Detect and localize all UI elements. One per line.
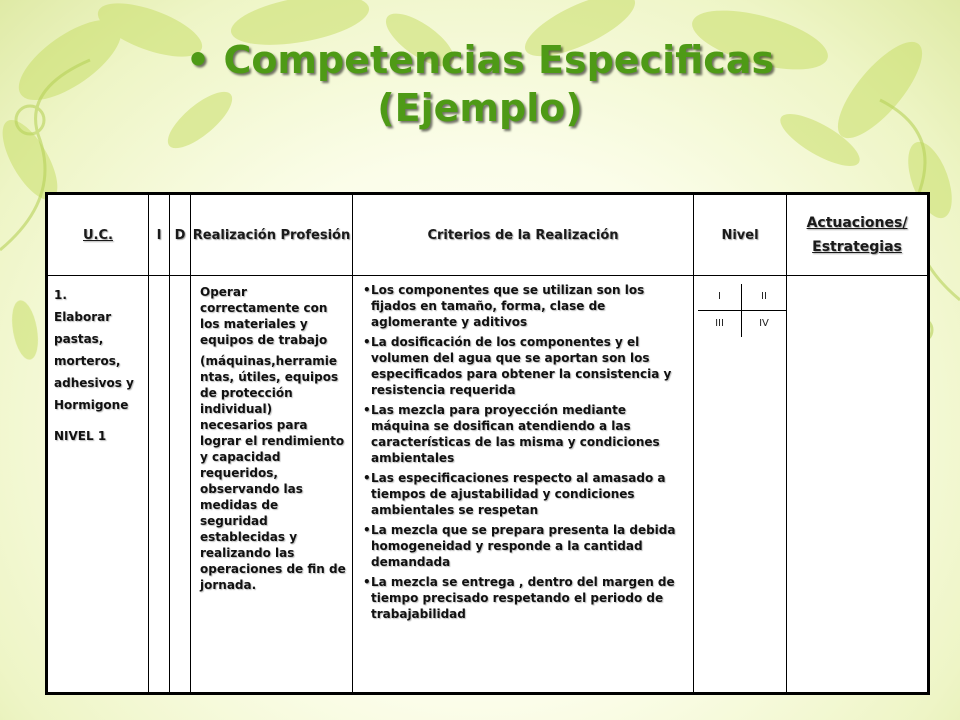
criterio-item [363,522,687,570]
realizacion-paragraph: (máquinas,herramie ntas, útiles, equipos de protección individual) necesarios para lograr el rendimiento y capacidad requeridos, observando las medidas de seguridad establecidas y realizando las operaciones de fin de jornada. [200,354,346,592]
nivel-grid [698,284,786,337]
d-cell [170,276,191,694]
nivel-grid-cell: II [742,284,786,311]
criterio-item [363,334,687,398]
header-uc: U.C. [47,194,149,276]
criterio-text: La dosificación de los componentes y el volumen del agua que se aportan son los especificados para obtener la consistencia y resistencia requerida [371,335,672,397]
criterio-text: Las mezcla para proyección mediante máquina se dosifican atendiendo a las características de las misma y condiciones ambientales [371,403,660,465]
title-text: Competencias Especificas (Ejemplo) [223,38,775,130]
title-bullet: • [185,38,211,82]
actuaciones-cell [787,276,929,694]
uc-line: 1. [54,288,67,302]
criterios-list [363,282,687,622]
criterio-item [363,574,687,622]
table-row [47,276,929,694]
uc-line: Hormigone [54,398,129,412]
uc-cell [47,276,149,694]
criterio-item [363,470,687,518]
bullet-icon: • [363,523,371,537]
uc-line: adhesivos y [54,376,134,390]
realizacion-paragraph: Operar correctamente con los materiales y equipos de trabajo [200,285,328,347]
header-i: I [149,194,170,276]
criterios-cell [353,276,694,694]
criterio-text: La mezcla se entrega , dentro del margen de tiempo precisado respetando el periodo de trabajabilidad [371,575,675,621]
header-actuaciones-line2: Estrategias [812,239,902,255]
realizacion-cell [191,276,353,694]
header-actuaciones-line1: Actuaciones/ [806,215,908,231]
header-d: D [170,194,191,276]
bullet-icon: • [363,403,371,417]
header-actuaciones [787,194,929,276]
nivel-grid-cell: IV [759,318,769,329]
criterio-text: Las especificaciones respecto al amasado a tiempos de ajustabilidad y condiciones ambientales se respetan [371,471,666,517]
header-realizacion: Realización Profesión [191,194,353,276]
header-row [47,194,929,276]
criterio-text: La mezcla que se prepara presenta la debida homogeneidad y responde a la cantidad demandada [371,523,676,569]
uc-nivel-label: NIVEL 1 [54,429,107,443]
header-criterios: Criterios de la Realización [353,194,694,276]
bullet-icon: • [363,471,371,485]
slide-title [120,36,840,132]
nivel-grid-cell: I [698,284,742,311]
nivel-cell [694,276,787,694]
bullet-icon: • [363,575,371,589]
competencias-table [45,192,930,695]
uc-line: morteros, [54,354,121,368]
criterio-item [363,402,687,466]
nivel-grid-cell: III [698,311,742,337]
uc-line: pastas, [54,332,104,346]
bullet-icon: • [363,335,371,349]
criterio-item [363,282,687,330]
i-cell [149,276,170,694]
criterio-text: Los componentes que se utilizan son los fijados en tamaño, forma, clase de aglomerante y aditivos [371,283,645,329]
uc-line: Elaborar [54,310,112,324]
bullet-icon: • [363,283,371,297]
header-nivel: Nivel [694,194,787,276]
